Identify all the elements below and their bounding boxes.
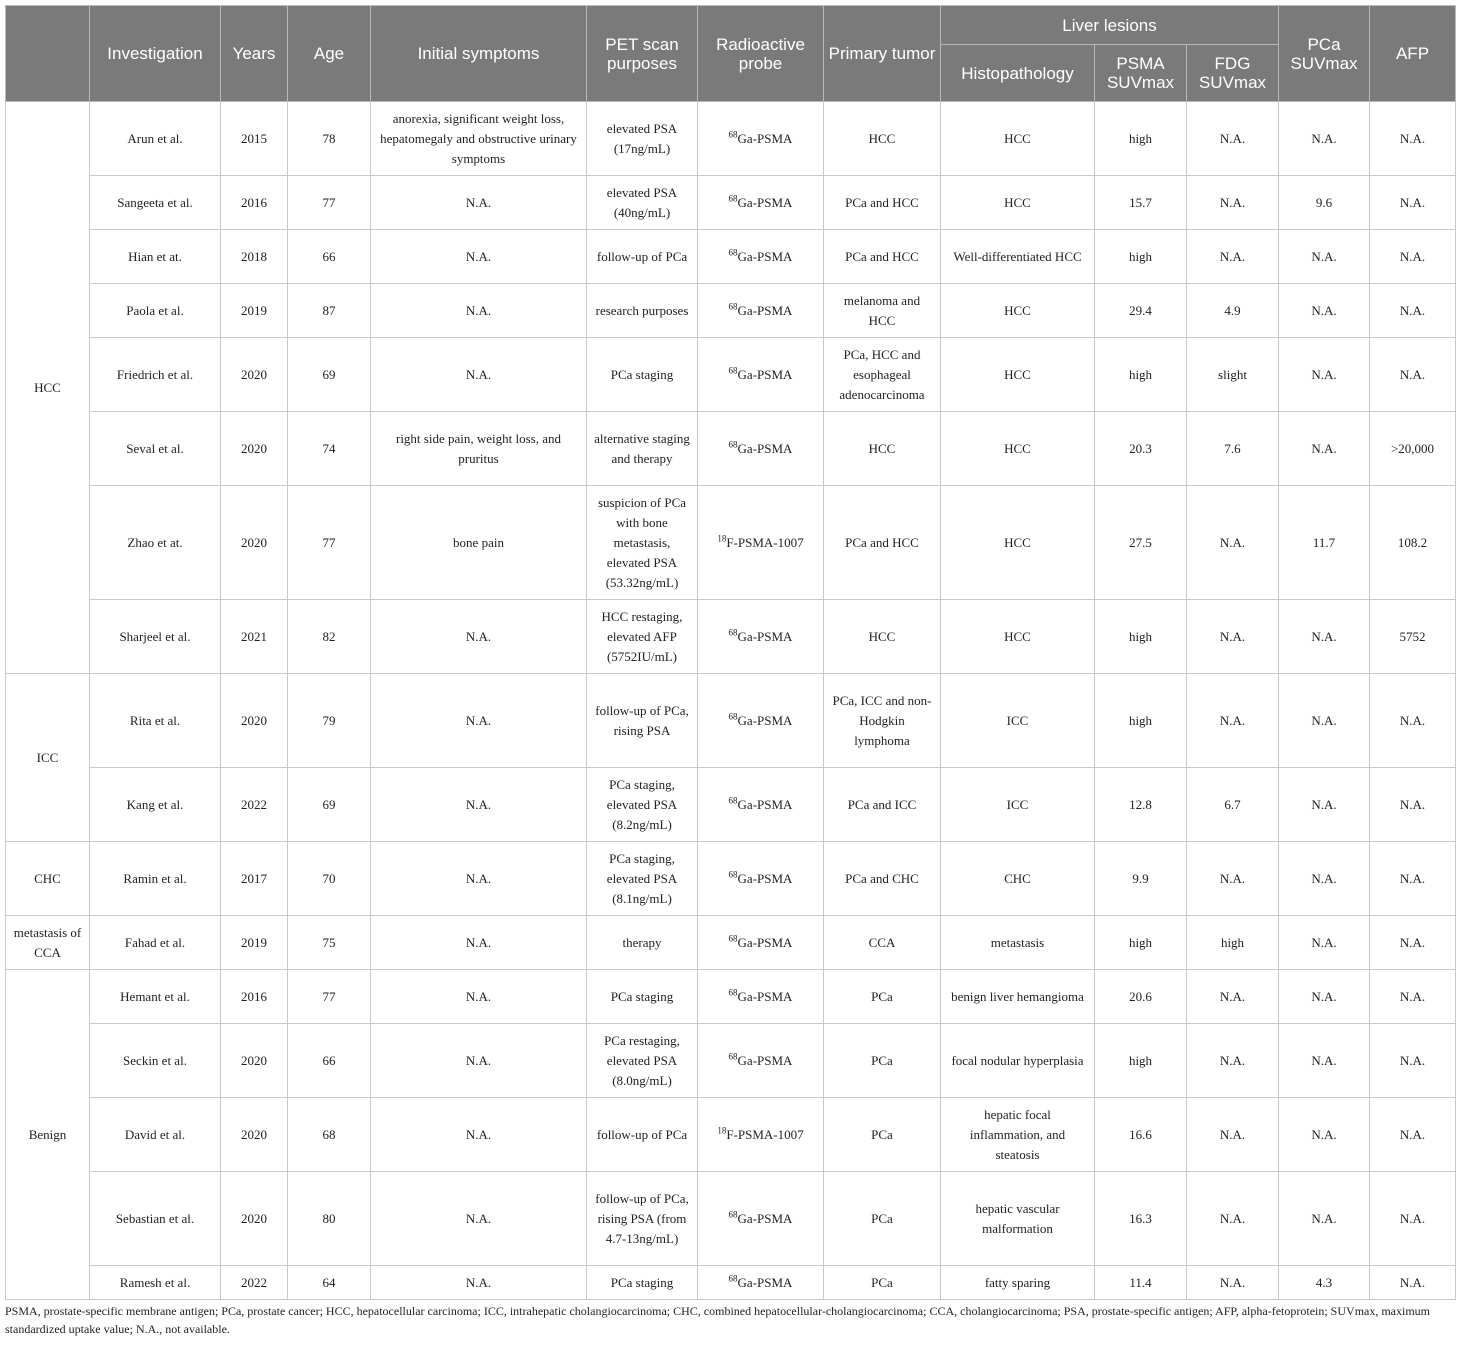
age-cell: 77 xyxy=(288,486,371,600)
investigation-cell: Paola et al. xyxy=(90,284,221,338)
group-cell: HCC xyxy=(6,102,90,674)
psma-suvmax-cell: 27.5 xyxy=(1095,486,1187,600)
probe-cell xyxy=(698,284,824,338)
afp-cell: N.A. xyxy=(1370,842,1456,916)
probe-cell xyxy=(698,768,824,842)
purpose-cell: research purposes xyxy=(587,284,698,338)
probe-name: Ga-PSMA xyxy=(737,628,793,644)
probe-cell xyxy=(698,230,824,284)
probe-cell xyxy=(698,600,824,674)
age-cell: 77 xyxy=(288,970,371,1024)
probe-isotope: 68 xyxy=(728,439,738,450)
probe-isotope: 68 xyxy=(728,627,738,638)
purpose-cell: PCa staging xyxy=(587,338,698,412)
years-cell: 2016 xyxy=(221,970,288,1024)
pca-suvmax-cell: N.A. xyxy=(1279,842,1370,916)
fdg-suvmax-cell: N.A. xyxy=(1187,102,1279,176)
probe-isotope: 18 xyxy=(717,1125,727,1136)
years-cell: 2016 xyxy=(221,176,288,230)
header-initial-symptoms: Initial symptoms xyxy=(371,6,587,102)
probe-name: Ga-PSMA xyxy=(737,796,793,812)
years-cell: 2019 xyxy=(221,284,288,338)
age-cell: 64 xyxy=(288,1266,371,1300)
fdg-suvmax-cell: N.A. xyxy=(1187,1098,1279,1172)
pca-suvmax-cell: N.A. xyxy=(1279,230,1370,284)
probe-name: Ga-PSMA xyxy=(737,1052,793,1068)
histopathology-cell: focal nodular hyperplasia xyxy=(941,1024,1095,1098)
afp-cell: >20,000 xyxy=(1370,412,1456,486)
pca-suvmax-cell: N.A. xyxy=(1279,284,1370,338)
age-cell: 80 xyxy=(288,1172,371,1266)
fdg-suvmax-cell: N.A. xyxy=(1187,1024,1279,1098)
table-row xyxy=(6,970,1456,1024)
investigation-cell: Kang et al. xyxy=(90,768,221,842)
fdg-suvmax-cell: slight xyxy=(1187,338,1279,412)
histopathology-cell: ICC xyxy=(941,674,1095,768)
age-cell: 82 xyxy=(288,600,371,674)
probe-name: F-PSMA-1007 xyxy=(726,1126,804,1142)
investigation-cell: Sangeeta et al. xyxy=(90,176,221,230)
symptoms-cell: N.A. xyxy=(371,1098,587,1172)
fdg-suvmax-cell: N.A. xyxy=(1187,842,1279,916)
probe-isotope: 18 xyxy=(717,533,727,544)
afp-cell: N.A. xyxy=(1370,230,1456,284)
primary-tumor-cell: HCC xyxy=(824,600,941,674)
psma-suvmax-cell: 12.8 xyxy=(1095,768,1187,842)
histopathology-cell: CHC xyxy=(941,842,1095,916)
header-row-1 xyxy=(6,6,1456,45)
probe-cell xyxy=(698,486,824,600)
age-cell: 69 xyxy=(288,768,371,842)
table-row xyxy=(6,486,1456,600)
symptoms-cell: N.A. xyxy=(371,1266,587,1300)
probe-isotope: 68 xyxy=(728,365,738,376)
age-cell: 77 xyxy=(288,176,371,230)
header-group xyxy=(6,6,90,102)
pca-suvmax-cell: N.A. xyxy=(1279,1098,1370,1172)
investigation-cell: Ramin et al. xyxy=(90,842,221,916)
symptoms-cell: right side pain, weight loss, and pruritus xyxy=(371,412,587,486)
afp-cell: N.A. xyxy=(1370,1098,1456,1172)
histopathology-cell: benign liver hemangioma xyxy=(941,970,1095,1024)
fdg-suvmax-cell: N.A. xyxy=(1187,176,1279,230)
primary-tumor-cell: PCa and CHC xyxy=(824,842,941,916)
probe-cell xyxy=(698,1172,824,1266)
years-cell: 2022 xyxy=(221,1266,288,1300)
probe-isotope: 68 xyxy=(728,711,738,722)
primary-tumor-cell: HCC xyxy=(824,412,941,486)
purpose-cell: follow-up of PCa xyxy=(587,230,698,284)
investigation-cell: Friedrich et al. xyxy=(90,338,221,412)
years-cell: 2018 xyxy=(221,230,288,284)
probe-cell xyxy=(698,842,824,916)
primary-tumor-cell: melanoma and HCC xyxy=(824,284,941,338)
probe-isotope: 68 xyxy=(728,987,738,998)
primary-tumor-cell: HCC xyxy=(824,102,941,176)
investigation-cell: Ramesh et al. xyxy=(90,1266,221,1300)
fdg-suvmax-cell: 4.9 xyxy=(1187,284,1279,338)
years-cell: 2020 xyxy=(221,338,288,412)
group-cell: CHC xyxy=(6,842,90,916)
pca-suvmax-cell: N.A. xyxy=(1279,674,1370,768)
probe-cell xyxy=(698,1266,824,1300)
symptoms-cell: N.A. xyxy=(371,1024,587,1098)
years-cell: 2020 xyxy=(221,1172,288,1266)
pca-suvmax-cell: N.A. xyxy=(1279,1024,1370,1098)
purpose-cell: suspicion of PCa with bone metastasis, elevated PSA (53.32ng/mL) xyxy=(587,486,698,600)
probe-cell xyxy=(698,412,824,486)
pca-suvmax-cell: N.A. xyxy=(1279,102,1370,176)
probe-cell xyxy=(698,176,824,230)
purpose-cell: PCa staging, elevated PSA (8.2ng/mL) xyxy=(587,768,698,842)
symptoms-cell: N.A. xyxy=(371,842,587,916)
probe-isotope: 68 xyxy=(728,933,738,944)
fdg-suvmax-cell: N.A. xyxy=(1187,600,1279,674)
table-row xyxy=(6,230,1456,284)
symptoms-cell: N.A. xyxy=(371,970,587,1024)
pca-suvmax-cell: N.A. xyxy=(1279,1172,1370,1266)
investigation-cell: Hian et at. xyxy=(90,230,221,284)
age-cell: 70 xyxy=(288,842,371,916)
years-cell: 2020 xyxy=(221,1098,288,1172)
table-row xyxy=(6,412,1456,486)
afp-cell: N.A. xyxy=(1370,768,1456,842)
psma-suvmax-cell: high xyxy=(1095,674,1187,768)
probe-isotope: 68 xyxy=(728,301,738,312)
primary-tumor-cell: PCa, HCC and esophageal adenocarcinoma xyxy=(824,338,941,412)
afp-cell: N.A. xyxy=(1370,1266,1456,1300)
probe-name: Ga-PSMA xyxy=(737,1210,793,1226)
investigation-cell: Fahad et al. xyxy=(90,916,221,970)
age-cell: 74 xyxy=(288,412,371,486)
investigation-cell: David et al. xyxy=(90,1098,221,1172)
probe-cell xyxy=(698,674,824,768)
symptoms-cell: N.A. xyxy=(371,176,587,230)
pca-suvmax-cell: N.A. xyxy=(1279,970,1370,1024)
years-cell: 2020 xyxy=(221,412,288,486)
histopathology-cell: hepatic vascular malformation xyxy=(941,1172,1095,1266)
pca-suvmax-cell: N.A. xyxy=(1279,338,1370,412)
histopathology-cell: HCC xyxy=(941,176,1095,230)
probe-name: Ga-PSMA xyxy=(737,130,793,146)
header-primary-tumor: Primary tumor xyxy=(824,6,941,102)
primary-tumor-cell: PCa xyxy=(824,1098,941,1172)
probe-cell xyxy=(698,338,824,412)
probe-name: Ga-PSMA xyxy=(737,248,793,264)
years-cell: 2021 xyxy=(221,600,288,674)
pca-suvmax-cell: N.A. xyxy=(1279,916,1370,970)
years-cell: 2015 xyxy=(221,102,288,176)
probe-isotope: 68 xyxy=(728,193,738,204)
primary-tumor-cell: PCa xyxy=(824,1024,941,1098)
table-body xyxy=(6,102,1456,1300)
probe-name: Ga-PSMA xyxy=(737,194,793,210)
table-row xyxy=(6,916,1456,970)
symptoms-cell: N.A. xyxy=(371,600,587,674)
psma-suvmax-cell: high xyxy=(1095,338,1187,412)
psma-suvmax-cell: high xyxy=(1095,916,1187,970)
literature-table xyxy=(5,5,1456,1300)
psma-suvmax-cell: 16.3 xyxy=(1095,1172,1187,1266)
header-pca-suvmax: PCa SUVmax xyxy=(1279,6,1370,102)
pca-suvmax-cell: 11.7 xyxy=(1279,486,1370,600)
symptoms-cell: anorexia, significant weight loss, hepatomegaly and obstructive urinary symptoms xyxy=(371,102,587,176)
fdg-suvmax-cell: 6.7 xyxy=(1187,768,1279,842)
table-row xyxy=(6,1266,1456,1300)
probe-isotope: 68 xyxy=(728,1051,738,1062)
group-cell: metastasis of CCA xyxy=(6,916,90,970)
psma-suvmax-cell: 20.3 xyxy=(1095,412,1187,486)
histopathology-cell: HCC xyxy=(941,338,1095,412)
header-pet-purposes: PET scan purposes xyxy=(587,6,698,102)
psma-suvmax-cell: 15.7 xyxy=(1095,176,1187,230)
age-cell: 68 xyxy=(288,1098,371,1172)
psma-suvmax-cell: 29.4 xyxy=(1095,284,1187,338)
symptoms-cell: N.A. xyxy=(371,284,587,338)
afp-cell: N.A. xyxy=(1370,970,1456,1024)
table-row xyxy=(6,674,1456,768)
investigation-cell: Arun et al. xyxy=(90,102,221,176)
histopathology-cell: HCC xyxy=(941,284,1095,338)
table-row xyxy=(6,338,1456,412)
purpose-cell: PCa staging, elevated PSA (8.1ng/mL) xyxy=(587,842,698,916)
histopathology-cell: Well-differentiated HCC xyxy=(941,230,1095,284)
psma-suvmax-cell: high xyxy=(1095,102,1187,176)
histopathology-cell: hepatic focal inflammation, and steatosis xyxy=(941,1098,1095,1172)
primary-tumor-cell: PCa and HCC xyxy=(824,486,941,600)
afp-cell: N.A. xyxy=(1370,1024,1456,1098)
years-cell: 2020 xyxy=(221,1024,288,1098)
header-afp: AFP xyxy=(1370,6,1456,102)
probe-name: Ga-PSMA xyxy=(737,712,793,728)
psma-suvmax-cell: high xyxy=(1095,600,1187,674)
fdg-suvmax-cell: N.A. xyxy=(1187,674,1279,768)
probe-isotope: 68 xyxy=(728,247,738,258)
psma-suvmax-cell: 11.4 xyxy=(1095,1266,1187,1300)
afp-cell: 108.2 xyxy=(1370,486,1456,600)
afp-cell: N.A. xyxy=(1370,176,1456,230)
primary-tumor-cell: PCa, ICC and non-Hodgkin lymphoma xyxy=(824,674,941,768)
investigation-cell: Rita et al. xyxy=(90,674,221,768)
table-row xyxy=(6,1172,1456,1266)
probe-cell xyxy=(698,970,824,1024)
probe-isotope: 68 xyxy=(728,129,738,140)
purpose-cell: PCa staging xyxy=(587,970,698,1024)
table-row xyxy=(6,768,1456,842)
afp-cell: N.A. xyxy=(1370,1172,1456,1266)
header-radioactive-probe: Radioactive probe xyxy=(698,6,824,102)
probe-cell xyxy=(698,1098,824,1172)
table-row xyxy=(6,1098,1456,1172)
investigation-cell: Zhao et at. xyxy=(90,486,221,600)
histopathology-cell: HCC xyxy=(941,102,1095,176)
probe-cell xyxy=(698,102,824,176)
afp-cell: 5752 xyxy=(1370,600,1456,674)
psma-suvmax-cell: 16.6 xyxy=(1095,1098,1187,1172)
probe-name: Ga-PSMA xyxy=(737,1274,793,1290)
symptoms-cell: N.A. xyxy=(371,230,587,284)
pca-suvmax-cell: 4.3 xyxy=(1279,1266,1370,1300)
purpose-cell: follow-up of PCa xyxy=(587,1098,698,1172)
primary-tumor-cell: PCa and HCC xyxy=(824,176,941,230)
probe-cell xyxy=(698,916,824,970)
afp-cell: N.A. xyxy=(1370,102,1456,176)
table-row xyxy=(6,284,1456,338)
symptoms-cell: N.A. xyxy=(371,768,587,842)
age-cell: 79 xyxy=(288,674,371,768)
psma-suvmax-cell: high xyxy=(1095,1024,1187,1098)
probe-name: Ga-PSMA xyxy=(737,870,793,886)
symptoms-cell: N.A. xyxy=(371,674,587,768)
header-age: Age xyxy=(288,6,371,102)
probe-isotope: 68 xyxy=(728,869,738,880)
age-cell: 87 xyxy=(288,284,371,338)
primary-tumor-cell: PCa xyxy=(824,1172,941,1266)
pca-suvmax-cell: 9.6 xyxy=(1279,176,1370,230)
probe-isotope: 68 xyxy=(728,1209,738,1220)
fdg-suvmax-cell: N.A. xyxy=(1187,970,1279,1024)
probe-isotope: 68 xyxy=(728,1273,738,1284)
histopathology-cell: metastasis xyxy=(941,916,1095,970)
group-cell: Benign xyxy=(6,970,90,1300)
years-cell: 2020 xyxy=(221,486,288,600)
probe-name: Ga-PSMA xyxy=(737,440,793,456)
investigation-cell: Hemant et al. xyxy=(90,970,221,1024)
primary-tumor-cell: PCa xyxy=(824,970,941,1024)
purpose-cell: alternative staging and therapy xyxy=(587,412,698,486)
fdg-suvmax-cell: high xyxy=(1187,916,1279,970)
afp-cell: N.A. xyxy=(1370,674,1456,768)
psma-suvmax-cell: high xyxy=(1095,230,1187,284)
table-row xyxy=(6,1024,1456,1098)
fdg-suvmax-cell: N.A. xyxy=(1187,230,1279,284)
years-cell: 2022 xyxy=(221,768,288,842)
investigation-cell: Seckin et al. xyxy=(90,1024,221,1098)
symptoms-cell: N.A. xyxy=(371,916,587,970)
probe-name: F-PSMA-1007 xyxy=(726,534,804,550)
probe-name: Ga-PSMA xyxy=(737,366,793,382)
histopathology-cell: HCC xyxy=(941,600,1095,674)
age-cell: 75 xyxy=(288,916,371,970)
fdg-suvmax-cell: N.A. xyxy=(1187,1172,1279,1266)
probe-isotope: 68 xyxy=(728,795,738,806)
header-investigation: Investigation xyxy=(90,6,221,102)
psma-suvmax-cell: 9.9 xyxy=(1095,842,1187,916)
purpose-cell: follow-up of PCa, rising PSA (from 4.7-13ng/mL) xyxy=(587,1172,698,1266)
primary-tumor-cell: CCA xyxy=(824,916,941,970)
histopathology-cell: HCC xyxy=(941,412,1095,486)
probe-name: Ga-PSMA xyxy=(737,302,793,318)
histopathology-cell: ICC xyxy=(941,768,1095,842)
purpose-cell: elevated PSA (40ng/mL) xyxy=(587,176,698,230)
psma-suvmax-cell: 20.6 xyxy=(1095,970,1187,1024)
group-cell: ICC xyxy=(6,674,90,842)
probe-cell xyxy=(698,1024,824,1098)
afp-cell: N.A. xyxy=(1370,916,1456,970)
years-cell: 2019 xyxy=(221,916,288,970)
years-cell: 2017 xyxy=(221,842,288,916)
table-row xyxy=(6,102,1456,176)
years-cell: 2020 xyxy=(221,674,288,768)
fdg-suvmax-cell: 7.6 xyxy=(1187,412,1279,486)
histopathology-cell: fatty sparing xyxy=(941,1266,1095,1300)
table-footnote: PSMA, prostate-specific membrane antigen; PCa, prostate cancer; HCC, hepatocellular carcinoma; ICC, intrahepatic cholangiocarcinoma; CHC, combined hepatocellular-cholangiocarcinoma; CCA, cholangiocarcinoma; PSA, prostate-specific antigen; AFP, alpha-fetoprotein; SUVmax, maximum standardized uptake value; N.A., not available. xyxy=(5,1304,1431,1336)
header-years: Years xyxy=(221,6,288,102)
symptoms-cell: bone pain xyxy=(371,486,587,600)
primary-tumor-cell: PCa and HCC xyxy=(824,230,941,284)
histopathology-cell: HCC xyxy=(941,486,1095,600)
pca-suvmax-cell: N.A. xyxy=(1279,412,1370,486)
primary-tumor-cell: PCa and ICC xyxy=(824,768,941,842)
purpose-cell: PCa restaging, elevated PSA (8.0ng/mL) xyxy=(587,1024,698,1098)
symptoms-cell: N.A. xyxy=(371,338,587,412)
pca-suvmax-cell: N.A. xyxy=(1279,600,1370,674)
investigation-cell: Sharjeel et al. xyxy=(90,600,221,674)
fdg-suvmax-cell: N.A. xyxy=(1187,1266,1279,1300)
investigation-cell: Seval et al. xyxy=(90,412,221,486)
purpose-cell: therapy xyxy=(587,916,698,970)
table-row xyxy=(6,600,1456,674)
header-psma-suvmax: PSMA SUVmax xyxy=(1095,45,1187,102)
probe-name: Ga-PSMA xyxy=(737,934,793,950)
purpose-cell: elevated PSA (17ng/mL) xyxy=(587,102,698,176)
primary-tumor-cell: PCa xyxy=(824,1266,941,1300)
afp-cell: N.A. xyxy=(1370,284,1456,338)
header-fdg-suvmax: FDG SUVmax xyxy=(1187,45,1279,102)
header-liver-lesions: Liver lesions xyxy=(941,6,1279,45)
age-cell: 66 xyxy=(288,230,371,284)
table-row xyxy=(6,842,1456,916)
afp-cell: N.A. xyxy=(1370,338,1456,412)
pca-suvmax-cell: N.A. xyxy=(1279,768,1370,842)
investigation-cell: Sebastian et al. xyxy=(90,1172,221,1266)
age-cell: 66 xyxy=(288,1024,371,1098)
purpose-cell: follow-up of PCa, rising PSA xyxy=(587,674,698,768)
age-cell: 78 xyxy=(288,102,371,176)
probe-name: Ga-PSMA xyxy=(737,988,793,1004)
purpose-cell: PCa staging xyxy=(587,1266,698,1300)
purpose-cell: HCC restaging, elevated AFP (5752IU/mL) xyxy=(587,600,698,674)
table-row xyxy=(6,176,1456,230)
symptoms-cell: N.A. xyxy=(371,1172,587,1266)
age-cell: 69 xyxy=(288,338,371,412)
fdg-suvmax-cell: N.A. xyxy=(1187,486,1279,600)
header-histopathology: Histopathology xyxy=(941,45,1095,102)
